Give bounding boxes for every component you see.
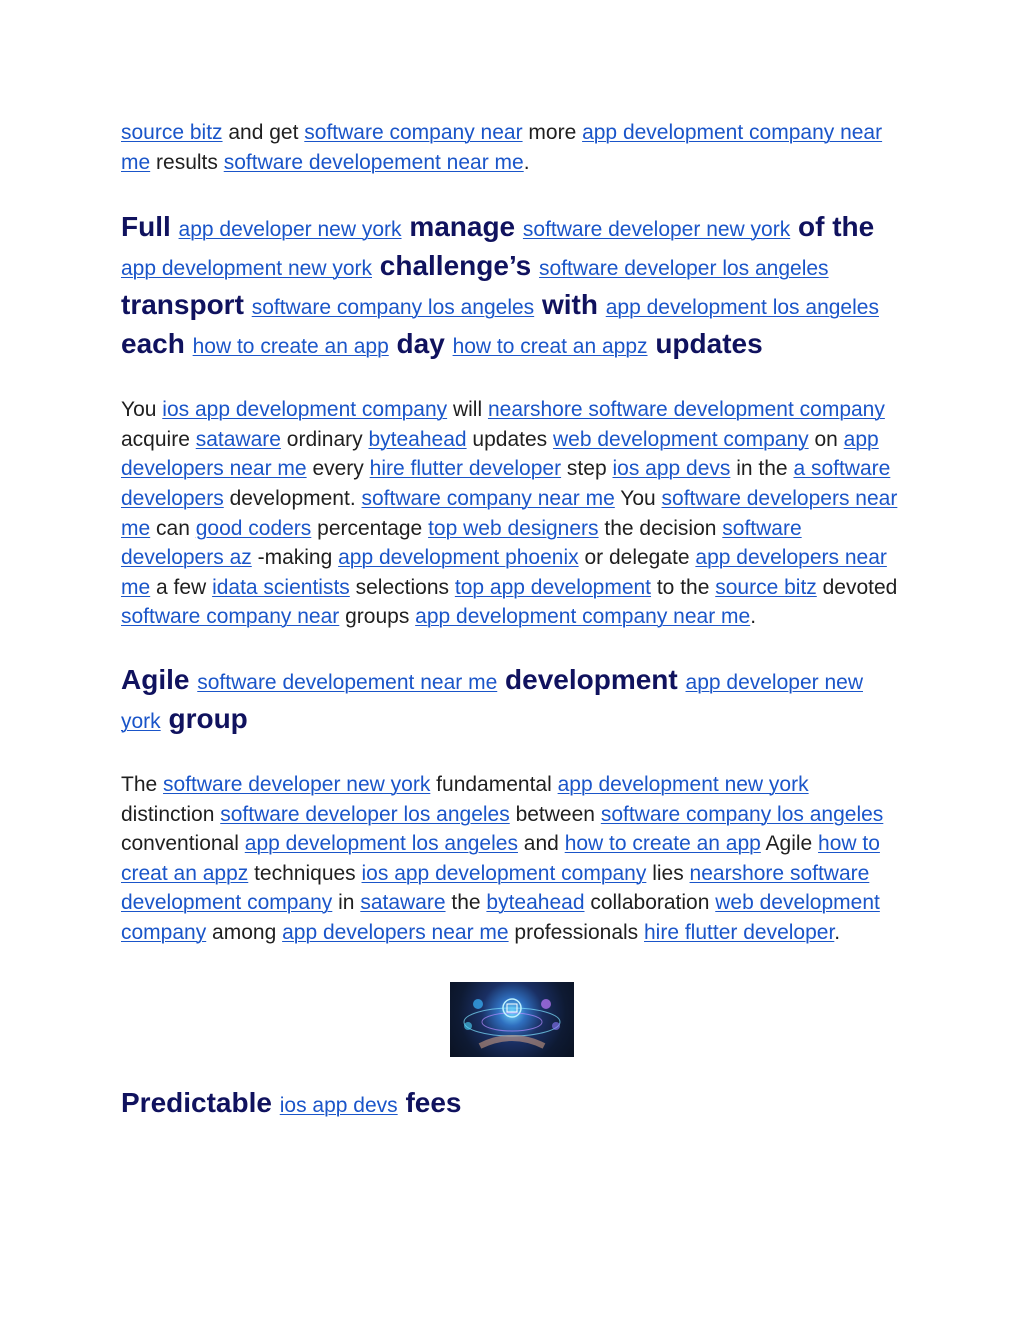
link[interactable]: app developers near me [121, 427, 879, 481]
text: the decision [598, 516, 723, 540]
link[interactable]: software developer los angeles [220, 802, 510, 826]
link[interactable]: software developer new york [163, 772, 431, 796]
link[interactable]: app developer new york [178, 218, 402, 242]
text: techniques [248, 861, 362, 885]
link[interactable]: app development los angeles [605, 296, 879, 320]
text: step [561, 457, 613, 481]
document-page [121, 118, 901, 1124]
text: You [614, 486, 662, 510]
heading-word: group [168, 702, 248, 734]
link[interactable]: ios app devs [279, 1093, 398, 1117]
heading-word: Predictable [121, 1086, 272, 1118]
link[interactable]: software company near [121, 605, 340, 629]
link[interactable]: ios app development company [162, 398, 448, 422]
section-heading-predictable [121, 1085, 901, 1124]
text: and get [222, 121, 305, 144]
text: professionals [508, 920, 644, 944]
text: to the [651, 575, 716, 599]
text: results [150, 150, 224, 174]
link[interactable]: software developement near me [223, 150, 524, 174]
text: conventional [121, 832, 245, 856]
text: collaboration [584, 891, 716, 915]
text: You [121, 398, 163, 422]
link[interactable]: nearshore software development company [121, 861, 870, 915]
link[interactable]: ios app devs [612, 457, 731, 481]
link[interactable]: software developement near me [197, 670, 498, 694]
text: among [206, 920, 283, 944]
link[interactable]: app development los angeles [244, 832, 518, 856]
text: can [150, 516, 196, 540]
link[interactable]: app developer new york [121, 670, 863, 733]
link[interactable]: good coders [195, 516, 312, 540]
link[interactable]: top app development [454, 575, 652, 599]
link[interactable]: app developers near me [121, 546, 887, 599]
text: The [121, 772, 164, 796]
link[interactable]: web development company [552, 427, 809, 451]
text: groups [339, 605, 416, 629]
link[interactable]: software developers near me [121, 486, 898, 540]
body-paragraph-the [121, 770, 901, 948]
link[interactable]: source bitz [715, 575, 817, 599]
text: in the [730, 457, 794, 481]
link[interactable]: web development company [121, 891, 880, 944]
hologram-graphic [450, 982, 574, 1057]
link[interactable]: hire flutter developer [369, 457, 562, 481]
heading-word: day [396, 328, 445, 360]
text: will [447, 398, 488, 422]
body-paragraph-you [121, 395, 901, 632]
heading-word: Agile [121, 663, 190, 695]
link[interactable]: sataware [195, 427, 281, 451]
link[interactable]: byteahead [486, 891, 585, 915]
text: between [509, 802, 601, 826]
figure-container [121, 982, 901, 1057]
text: selections [349, 575, 455, 599]
text: percentage [311, 516, 429, 540]
link[interactable]: app development new york [121, 257, 372, 281]
text: Agile [760, 832, 819, 856]
link[interactable]: software company near me [361, 486, 615, 510]
heading-word: with [541, 289, 598, 321]
link[interactable]: software developer los angeles [539, 257, 829, 281]
heading-word: development [505, 663, 678, 695]
text: the [445, 891, 487, 915]
section-heading-full-manage [121, 209, 901, 365]
text: a few [150, 575, 213, 599]
link[interactable]: a software developers [121, 457, 891, 510]
link[interactable]: nearshore software development company [487, 398, 885, 422]
link[interactable]: byteahead [368, 427, 467, 451]
link[interactable]: software company los angeles [600, 802, 884, 826]
text: lies [646, 861, 690, 885]
heading-word: updates [655, 328, 763, 360]
heading-word: transport [121, 289, 244, 321]
heading-word: Full [121, 211, 171, 243]
heading-word: manage [409, 211, 516, 243]
text: fundamental [430, 772, 558, 796]
link[interactable]: source bitz [121, 121, 223, 144]
link[interactable]: app development phoenix [338, 546, 579, 570]
heading-word: of the [798, 211, 875, 243]
link[interactable]: app development new york [557, 772, 809, 796]
text: devoted [816, 575, 898, 599]
text: acquire [121, 427, 196, 451]
heading-word: each [121, 328, 185, 360]
heading-word: challenge’s [379, 250, 532, 282]
text: distinction [121, 802, 221, 826]
text: . [834, 920, 841, 944]
text: . [523, 150, 530, 174]
text: -making [251, 546, 339, 570]
text: in [332, 891, 361, 915]
text: and [517, 832, 565, 856]
link[interactable]: software developers az [121, 516, 802, 570]
text: more [522, 121, 583, 144]
link[interactable]: top web designers [428, 516, 599, 540]
text: development. [223, 486, 362, 510]
link[interactable]: how to creat an appz [121, 832, 880, 885]
link[interactable]: app developers near me [282, 920, 509, 944]
technology-hologram-image [450, 982, 574, 1057]
link[interactable]: idata scientists [212, 575, 350, 599]
link[interactable]: hire flutter developer [644, 920, 835, 944]
link[interactable]: sataware [360, 891, 446, 915]
heading-word: fees [405, 1086, 462, 1118]
link[interactable]: app development company near me [415, 605, 751, 629]
text: updates [466, 427, 553, 451]
text: or delegate [578, 546, 696, 570]
link[interactable]: how to creat an appz [452, 335, 648, 359]
text: every [306, 457, 370, 481]
link[interactable]: software developer new york [522, 218, 791, 242]
link[interactable]: software company near [304, 121, 523, 144]
intro-paragraph [121, 118, 901, 177]
link[interactable]: ios app development company [361, 861, 647, 885]
link[interactable]: how to create an app [564, 832, 761, 856]
text: . [750, 605, 757, 629]
link[interactable]: software company los angeles [251, 296, 535, 320]
link[interactable]: how to create an app [192, 335, 389, 359]
text: on [808, 427, 844, 451]
link[interactable]: app development company near me [121, 121, 883, 174]
text: ordinary [280, 427, 369, 451]
section-heading-agile [121, 662, 901, 740]
